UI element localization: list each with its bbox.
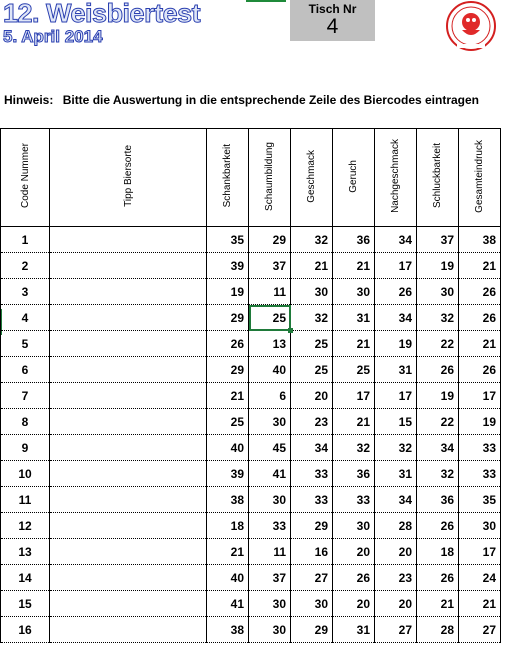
- score-cell[interactable]: 21: [333, 409, 375, 435]
- tipp-cell[interactable]: [50, 539, 207, 565]
- column-header-8[interactable]: [459, 129, 501, 227]
- score-cell[interactable]: 34: [417, 435, 459, 461]
- code-cell[interactable]: 11: [1, 487, 50, 513]
- event-date: 5. April 2014: [3, 27, 103, 46]
- tipp-cell[interactable]: [50, 279, 207, 305]
- score-cell[interactable]: 24: [459, 565, 501, 591]
- column-header-1[interactable]: [50, 129, 207, 227]
- tipp-cell[interactable]: [50, 253, 207, 279]
- code-cell[interactable]: 10: [1, 461, 50, 487]
- score-cell[interactable]: 17: [375, 383, 417, 409]
- table-row: [1, 383, 501, 409]
- score-cell[interactable]: 34: [375, 305, 417, 331]
- score-cell[interactable]: 20: [375, 539, 417, 565]
- score-cell[interactable]: 26: [207, 331, 249, 357]
- score-cell[interactable]: 35: [459, 487, 501, 513]
- score-cell[interactable]: 17: [375, 253, 417, 279]
- score-cell[interactable]: 19: [417, 253, 459, 279]
- score-cell[interactable]: 45: [249, 435, 291, 461]
- score-cell[interactable]: 26: [417, 513, 459, 539]
- score-cell[interactable]: 27: [375, 617, 417, 643]
- score-cell[interactable]: 22: [417, 409, 459, 435]
- score-cell[interactable]: 13: [249, 331, 291, 357]
- score-cell[interactable]: 30: [417, 279, 459, 305]
- column-header-label: Nachgeschmack: [390, 139, 401, 213]
- column-header-label: Code Nummer: [19, 143, 31, 209]
- score-cell[interactable]: 30: [249, 591, 291, 617]
- score-cell[interactable]: 19: [375, 331, 417, 357]
- score-cell[interactable]: 11: [249, 279, 291, 305]
- score-cell[interactable]: 20: [291, 383, 333, 409]
- table-row: [1, 513, 501, 539]
- score-cell[interactable]: 26: [417, 357, 459, 383]
- tipp-cell[interactable]: [50, 591, 207, 617]
- selected-cell[interactable]: 25: [249, 305, 291, 331]
- table-row: [1, 357, 501, 383]
- score-cell[interactable]: 19: [417, 383, 459, 409]
- score-cell[interactable]: 26: [459, 279, 501, 305]
- score-cell[interactable]: 27: [459, 617, 501, 643]
- score-cell[interactable]: 30: [333, 279, 375, 305]
- score-cell[interactable]: 40: [207, 565, 249, 591]
- score-cell[interactable]: 32: [417, 305, 459, 331]
- score-cell[interactable]: 37: [417, 227, 459, 253]
- score-cell[interactable]: 36: [417, 487, 459, 513]
- score-cell[interactable]: 34: [291, 435, 333, 461]
- score-cell[interactable]: 19: [459, 409, 501, 435]
- score-cell[interactable]: 33: [291, 487, 333, 513]
- code-cell[interactable]: 5: [1, 331, 50, 357]
- score-cell[interactable]: 25: [333, 357, 375, 383]
- club-logo-icon: [443, 0, 499, 52]
- score-cell[interactable]: 32: [417, 461, 459, 487]
- fill-handle[interactable]: [288, 328, 293, 333]
- score-cell[interactable]: 26: [459, 305, 501, 331]
- score-cell[interactable]: 26: [333, 565, 375, 591]
- score-cell[interactable]: 39: [207, 461, 249, 487]
- score-cell[interactable]: 31: [333, 617, 375, 643]
- tipp-cell[interactable]: [50, 305, 207, 331]
- score-cell[interactable]: 29: [291, 617, 333, 643]
- code-cell[interactable]: 13: [1, 539, 50, 565]
- score-cell[interactable]: 32: [333, 435, 375, 461]
- score-cell[interactable]: 40: [207, 435, 249, 461]
- table-row: [1, 305, 501, 331]
- score-cell[interactable]: 41: [249, 461, 291, 487]
- tipp-cell[interactable]: [50, 357, 207, 383]
- code-cell[interactable]: 1: [1, 227, 50, 253]
- score-cell[interactable]: 38: [459, 227, 501, 253]
- column-header-label: Schaumbildung: [264, 141, 275, 211]
- tipp-cell[interactable]: [50, 461, 207, 487]
- table-row: [1, 279, 501, 305]
- rating-table: [0, 128, 501, 643]
- table-row: [1, 227, 501, 253]
- score-cell[interactable]: 18: [207, 513, 249, 539]
- column-header-0[interactable]: [1, 129, 50, 227]
- tisch-box[interactable]: [290, 0, 375, 41]
- score-cell[interactable]: 21: [459, 591, 501, 617]
- tipp-cell[interactable]: [50, 513, 207, 539]
- tipp-cell[interactable]: [50, 383, 207, 409]
- table-header-row: [1, 129, 501, 227]
- score-cell[interactable]: 26: [417, 565, 459, 591]
- score-cell[interactable]: 6: [249, 383, 291, 409]
- score-cell[interactable]: 33: [333, 487, 375, 513]
- event-title: 12. Weisbiertest: [3, 0, 201, 28]
- tipp-cell[interactable]: [50, 565, 207, 591]
- score-cell[interactable]: 29: [207, 305, 249, 331]
- score-cell[interactable]: 37: [249, 565, 291, 591]
- score-cell[interactable]: 34: [375, 487, 417, 513]
- score-cell[interactable]: 32: [291, 305, 333, 331]
- score-cell[interactable]: 38: [207, 487, 249, 513]
- score-cell[interactable]: 21: [417, 591, 459, 617]
- column-header-label: Gesamteindruck: [474, 139, 485, 213]
- tipp-cell[interactable]: [50, 435, 207, 461]
- score-cell[interactable]: 23: [291, 409, 333, 435]
- hint-label: Hinweis:: [4, 93, 54, 107]
- column-header-3[interactable]: [249, 129, 291, 227]
- column-header-2[interactable]: [207, 129, 249, 227]
- score-cell[interactable]: 30: [459, 513, 501, 539]
- column-header-label: Geruch: [348, 159, 359, 193]
- score-cell[interactable]: 30: [249, 617, 291, 643]
- score-cell[interactable]: 17: [459, 383, 501, 409]
- score-cell[interactable]: 28: [375, 513, 417, 539]
- score-cell[interactable]: 21: [207, 383, 249, 409]
- score-cell[interactable]: 21: [459, 253, 501, 279]
- table-row: [1, 487, 501, 513]
- tisch-number: 4: [326, 15, 339, 38]
- score-cell[interactable]: 22: [417, 331, 459, 357]
- score-cell[interactable]: 17: [333, 383, 375, 409]
- score-cell[interactable]: 41: [207, 591, 249, 617]
- score-cell[interactable]: 23: [375, 565, 417, 591]
- score-cell[interactable]: 15: [375, 409, 417, 435]
- code-cell[interactable]: 16: [1, 617, 50, 643]
- score-cell[interactable]: 20: [333, 539, 375, 565]
- score-cell[interactable]: 18: [417, 539, 459, 565]
- score-cell[interactable]: 36: [333, 227, 375, 253]
- score-cell[interactable]: 38: [207, 617, 249, 643]
- score-cell[interactable]: 17: [459, 539, 501, 565]
- score-cell[interactable]: 35: [207, 227, 249, 253]
- column-header-4[interactable]: [291, 129, 333, 227]
- tipp-cell[interactable]: [50, 409, 207, 435]
- column-header-label: Schankbarkeit: [222, 144, 233, 208]
- active-column-indicator: [246, 0, 286, 2]
- score-cell[interactable]: 21: [333, 331, 375, 357]
- score-cell[interactable]: 26: [375, 279, 417, 305]
- score-cell[interactable]: 34: [375, 227, 417, 253]
- score-cell[interactable]: 26: [459, 357, 501, 383]
- table-row: [1, 253, 501, 279]
- code-cell[interactable]: 7: [1, 383, 50, 409]
- table-row: [1, 591, 501, 617]
- score-cell[interactable]: 39: [207, 253, 249, 279]
- score-cell[interactable]: 32: [375, 435, 417, 461]
- code-cell[interactable]: 6: [1, 357, 50, 383]
- score-cell[interactable]: 30: [291, 591, 333, 617]
- code-cell[interactable]: 8: [1, 409, 50, 435]
- tisch-label: Tisch Nr: [308, 2, 357, 16]
- score-cell[interactable]: 36: [333, 461, 375, 487]
- hint-line: [4, 93, 485, 107]
- title-block: [3, 0, 200, 46]
- score-cell[interactable]: 29: [291, 513, 333, 539]
- table-row: [1, 565, 501, 591]
- score-cell[interactable]: 25: [291, 331, 333, 357]
- score-cell[interactable]: 31: [333, 305, 375, 331]
- code-cell[interactable]: 14: [1, 565, 50, 591]
- column-header-label: Tipp Biersorte: [122, 145, 134, 207]
- column-header-7[interactable]: [417, 129, 459, 227]
- score-cell[interactable]: 40: [249, 357, 291, 383]
- score-cell[interactable]: 25: [207, 409, 249, 435]
- tipp-cell[interactable]: [50, 331, 207, 357]
- score-cell[interactable]: 37: [249, 253, 291, 279]
- score-cell[interactable]: 21: [333, 253, 375, 279]
- score-cell[interactable]: 31: [375, 461, 417, 487]
- score-cell[interactable]: 29: [207, 357, 249, 383]
- score-cell[interactable]: 30: [249, 409, 291, 435]
- code-cell[interactable]: 15: [1, 591, 50, 617]
- score-cell[interactable]: 33: [459, 461, 501, 487]
- score-cell[interactable]: 20: [375, 591, 417, 617]
- hint-text: Bitte die Auswertung in die entsprechende Zeile des Biercodes eintragen: [62, 93, 480, 107]
- code-cell[interactable]: 12: [1, 513, 50, 539]
- table-row: [1, 435, 501, 461]
- column-header-label: Geschmack: [306, 149, 317, 203]
- table-row: [1, 617, 501, 643]
- score-cell[interactable]: 20: [333, 591, 375, 617]
- score-cell[interactable]: 32: [291, 227, 333, 253]
- column-header-5[interactable]: [333, 129, 375, 227]
- score-cell[interactable]: 11: [249, 539, 291, 565]
- table-row: [1, 539, 501, 565]
- code-cell[interactable]: 3: [1, 279, 50, 305]
- score-cell[interactable]: 21: [291, 253, 333, 279]
- column-header-label: Schluckbarkeit: [432, 143, 443, 209]
- score-cell[interactable]: 21: [207, 539, 249, 565]
- score-cell[interactable]: 30: [249, 487, 291, 513]
- column-header-6[interactable]: [375, 129, 417, 227]
- score-cell[interactable]: 33: [291, 461, 333, 487]
- code-cell[interactable]: 9: [1, 435, 50, 461]
- table-row: [1, 461, 501, 487]
- tipp-cell[interactable]: [50, 487, 207, 513]
- table-row: [1, 409, 501, 435]
- score-cell[interactable]: 31: [375, 357, 417, 383]
- score-cell[interactable]: 30: [333, 513, 375, 539]
- score-cell[interactable]: 33: [249, 513, 291, 539]
- score-cell[interactable]: 27: [291, 565, 333, 591]
- score-cell[interactable]: 29: [249, 227, 291, 253]
- score-cell[interactable]: 28: [417, 617, 459, 643]
- tipp-cell[interactable]: [50, 617, 207, 643]
- score-cell[interactable]: 21: [459, 331, 501, 357]
- table-body: [1, 227, 501, 643]
- score-cell[interactable]: 33: [459, 435, 501, 461]
- code-cell[interactable]: 2: [1, 253, 50, 279]
- tipp-cell[interactable]: [50, 227, 207, 253]
- score-cell[interactable]: 30: [291, 279, 333, 305]
- table-row: [1, 331, 501, 357]
- score-cell[interactable]: 16: [291, 539, 333, 565]
- code-cell[interactable]: 4: [1, 305, 50, 331]
- score-cell[interactable]: 25: [291, 357, 333, 383]
- score-cell[interactable]: 19: [207, 279, 249, 305]
